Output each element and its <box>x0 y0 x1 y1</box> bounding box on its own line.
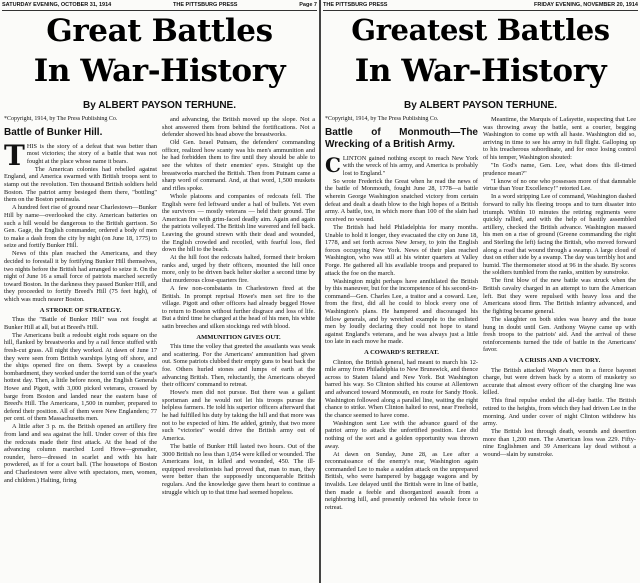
paragraph: Washington sent Lee with the advance guard of the patriot army to attack the unfortified position. Lee did nothing of the sort and a golden opportunity was thrown away. <box>325 419 478 450</box>
subheading: AMMUNITION GIVES OUT. <box>196 333 281 341</box>
paragraph: A little after 3 p. m. the British opened an artillery fire from land and sea against the hill. Under cover of this fire the redcoats made their first attack. At the head of the advancing column marched Lord Howe—grenadier, rounder, hero—dressed in scarlet and with his hair powdered, as if for a court ball. (The housetops of Boston and Charlestown were alive with spectators, men, women, and children.) Halting, firing <box>4 423 157 484</box>
copyright-notice: *Copyright, 1914, by The Press Publishing Co. <box>325 116 439 122</box>
paragraph: Howe's men did not pursue. But there was a gallant sportsman and he would not let his troops pursue the helpless farmers. He told his superior officers afterward that he had fulfilled his duty by taking the hill and that more was not to be expected of him. He added, grimly, that two more such "victories" would drive the British army out of America. <box>162 389 315 442</box>
header-paper-name: THE PITTSBURG PRESS <box>173 2 238 8</box>
paragraph: The British had held Philadelphia for many months. Unable to hold it longer, they evacuated the city on June 18, 1778, and set forth across New Jersey, to join the English forces occupying New York. News of their plan reached Washington, who was still at his winter quarters at Valley Forge. He gathered all his available troops and prepared to attack the foe on the march. <box>325 223 478 277</box>
paragraph: This final repulse ended the all-day battle. The British retired to the heights, from which they had driven Lee in the morning. And under cover of night Clinton withdrew his army. <box>483 397 636 428</box>
paragraph: Old Gen. Israel Putnam, the defenders' commanding officer, realized how scanty was his men's ammunition and he had forbidden them to fire until they should be able to see the whites of their enemies' eyes. Straight up the breastworks marched the British. Then from Putnam came a sharp word of command. And, at that word, 1,500 muskets and rifles spoke. <box>162 139 315 192</box>
paragraph: Thus the "Battle of Bunker Hill" was not fought at Bunker Hill at all, but at Breed's Hill. <box>4 316 157 331</box>
paragraph: News of this plan reached the Americans, and they decided to forestall it by fortifying Bunker Hill themselves, two nights before the British had arranged to seize it. On the night of June 16 a small force of patriots marched secretly toward Boston. In the darkness they passed Bunker Hill, and they proceeded to fortify Breed's Hill (75 feet high), of which was much nearer Boston. <box>4 250 157 303</box>
paragraph: So wrote Frederick the Great when he read the news of the battle of Monmouth, fought June 28, 1778—a battle wherein George Washington snatched victory from certain defeat and dealt a death blow to the high hopes of a British army. A battle, too, in which more than 100 of the slain had received no wound. <box>325 177 478 223</box>
paragraph: At dawn on Sunday, June 28, as Lee after a reconnaissance of the enemy's rear, Washington again commanded Lee to make a sudden attack on the unprepared British, who were hampered by baggage wagons and by invalids. Lee delayed until the British were in line of battle, then made a feeble and disorganized assault from a neighboring hill, and presently ordered his whole force to retreat. <box>325 450 478 511</box>
subheading: A COWARD'S RETREAT. <box>364 348 439 356</box>
headline-line-2: In War-History <box>33 53 286 89</box>
paragraph: Meantime, the Marquis of Lafayette, suspecting that Lee was throwing away the battle, sent a courier, begging Washington to come up with all haste. Washington did so, arriving in time to see his army in full flight. Galloping up to his treacherous subordinate, and for once losing control of his temper, Washington shouted: <box>483 116 636 161</box>
paragraph: The British attacked Wayne's men in a fierce bayonet charge, but were driven back by a storm of musketry so accurate that almost every officer of the charging line was killed. <box>483 366 636 397</box>
header-date: SATURDAY EVENING, OCTOBER 31, 1914 <box>2 2 112 8</box>
paragraph: The battle of Bunker Hill lasted two hours. Out of the 3000 British no less than 1,054 were killed or wounded. The Americans lost, in killed and wounded, 450. The ill-equipped revolutionists had proved that, man to man, they were better than the supposedly unconquerable British regulars. And the knowledge gave them heart to continue a struggle which up to that time had seemed hopeless. <box>162 442 315 496</box>
right-newspaper-page <box>321 0 640 583</box>
paragraph: In a word stripping Lee of command, Washington dashed forward to rally his fleeing troops and to turn disaster into triumph. Within 10 minutes the retiring regiments were quickly rallied, and with the help of hastily assembled artillery, checked the British advance. Washington massed his men on a rise of ground (Greene commanding the right and Sterling the left) facing the British, who moved forward along a road that wound through a swamp. A large cloud of dust on either side by a swamp. The day was terribly hot and humid. The thermometer stood at 96 in the shade. By scores the soldiers tumbled from the ranks, smitten by sunstroke. <box>483 193 636 277</box>
headline-line-1: Greatest Battles <box>351 13 610 47</box>
paragraph: The first blow of the new battle was struck when the British cavalry charged in an attempt to turn the American left. But they were repulsed with heavy loss and the Americans stood firm. The British infantry advanced, and the fighting became general. <box>483 277 636 315</box>
paragraph: This time the volley that greeted the assailants was weak and scattering. For the Americans' ammunition had given out. Some patriots clubbed their empty guns to beat back the foe. Others hurled stones and lumps of earth at the advancing British. Then, reluctantly, the Americans obeyed their officers' command to retreat. <box>162 343 315 389</box>
paragraph: Clinton, the British general, had meant to march his 12-mile army from Philadelphia to New Brunswick, and thence across to Staten Island and New York. But Washington barred his way. So Clinton shifted his course at Allentown and advanced toward Monmouth, en route for Sandy Hook. Washington followed along a parallel line, waiting the right chance to strike. When Clinton halted to rest, near Freehold, the chance seemed to have come. <box>325 358 478 419</box>
paragraph: THIS is the story of a defeat that was better than most victories; the story of a battle that was not fought at the place whose name it bears. <box>4 138 157 172</box>
page-header <box>2 2 317 11</box>
byline: By ALBERT PAYSON TERHUNE. <box>83 100 236 111</box>
paragraph: Whole platoons and companies of redcoats fell. The English were fed leftward under a hail of bullets. Yet even the survivors — mostly veterans — held their ground. The American fire with grim-faced deadly aim. Again and again the patriots volleyed. The British line wavered and fell back. Leaving the ground strewn with their dead and wounded, the English crowded and recoiled, with fearful loss, fled down the hill to the beach. <box>162 192 315 254</box>
paragraph: "In God's name, Gen. Lee, what does this ill-timed prudence mean?" <box>483 162 636 177</box>
paragraph: Washington might perhaps have annihilated the British by this maneuver, but for the incompetence of his second-in-command—Gen. Charles Lee, a traitor and a coward. Lee, from the first, did all he could to block every one of Washington's plans. He hampered and discouraged his fellow generals, and by wretched example to the enlisted men by loudly declaring they could not hope to stand against England's veterans, and he was always just a little too late in each move he made. <box>325 277 478 346</box>
header-date: FRIDAY EVENING, NOVEMBER 20, 1914 <box>534 2 638 8</box>
headline-line-1: Great Battles <box>46 13 273 49</box>
article-column-1 <box>325 116 478 581</box>
article-column-2 <box>483 116 636 581</box>
paragraph: The American colonies had rebelled against England, and America swarmed with British troops sent to stamp out the revolution. Ten thousand British soldiers held Boston. The patriot army besieged them there, "bottling" them on the Boston peninsula. <box>4 165 157 204</box>
paragraph: The British lost through death, wounds and desertion more than 1,200 men. The American loss was 229. Fifty-nine Englishmen and 39 Americans lay dead without a wound—slain by sunstroke. <box>483 428 636 459</box>
paragraph: The slaughter on both sides was heavy and the issue hung in doubt until Gen. Anthony Wayne came up with fresh troops to the patriots' aid. And the arrival of these reinforcements turned the tide of battle in the Americans' favor. <box>483 315 636 354</box>
paragraph: and advancing, the British moved up the slope. Not a shot answered them from behind the fortifications. Not a defender showed his head above the breastworks. <box>162 116 315 139</box>
page-header <box>323 2 638 11</box>
article-column-1 <box>4 116 157 581</box>
header-page-number: Page 7 <box>299 2 317 8</box>
story-title: Battle of Bunker Hill. <box>4 126 103 138</box>
subheading: A CRISIS AND A VICTORY. <box>518 356 601 364</box>
paragraph: "I know of no one who possesses more of that damnable virtue than Your Excellency!" retorted Lee. <box>483 177 636 193</box>
paragraph: At the hill foot the redcoats halted, formed their broken ranks and, urged by their officers, mounted the hill once more, only to be driven back helter skelter a second time by that murderous close-quarters fire. <box>162 254 315 284</box>
paragraph: A few non-combatants in Charlestown fired at the British. In prompt reprisal Howe's men set fire to the village. Pigott and other officers had already begged Howe to return to Boston without further disgrace and loss of life. But a third time he charged at the head of his men, his white satin breeches and silken stockings red with blood. <box>162 285 315 331</box>
paragraph: A hundred feet rise of ground near Charlestown—Bunker Hill by name—overlooked the city. American batteries on such a hill would be dangerous to the British garrison. So Gen. Gage, the English commander, ordered a body of men to make a dash from the city by night (on June 18, 1775) to seize and fortify Bunker Hill. <box>4 204 157 250</box>
copyright-notice: *Copyright, 1914, by The Press Publishing Co. <box>4 116 118 122</box>
story-title: Battle of Monmouth—The Wrecking of a British Army. <box>325 126 478 150</box>
drop-cap: T <box>4 138 25 172</box>
header-paper-name: THE PITTSBURG PRESS <box>323 2 388 8</box>
drop-cap: C <box>325 152 341 177</box>
subheading: A STROKE OF STRATEGY. <box>39 306 122 314</box>
paragraph: CLINTON gained nothing except to reach New York with the wreck of his army, and America is probably lost to England." <box>325 152 478 177</box>
headline-line-2: In War-History <box>354 53 607 89</box>
left-newspaper-page <box>0 0 319 583</box>
article-columns <box>325 116 636 581</box>
paragraph: The Americans built a redoubt eight rods square on the hill, flanked by breastworks and by a rail fence stuffed with fresh-cut grass. All night they worked. At dawn of June 17 they were seen from British warships lying off shore, and the ships opened fire on them. Swept by a ceaseless bombardment, they worked under the torrid sun of the year's hottest day. Then, a little before noon, the English Generals Howe and Pigott, with 3,000 picked veterans, crossed by barge from Boston and landed near the eastern base of Breed's Hill. The Americans, 1,500 in number, prepared to defend their position. All of them were New Englanders; 77 per cent. of them Massachusetts men. <box>4 331 157 423</box>
byline: By ALBERT PAYSON TERHUNE. <box>404 100 557 111</box>
article-column-2 <box>162 116 315 581</box>
article-columns <box>4 116 315 581</box>
